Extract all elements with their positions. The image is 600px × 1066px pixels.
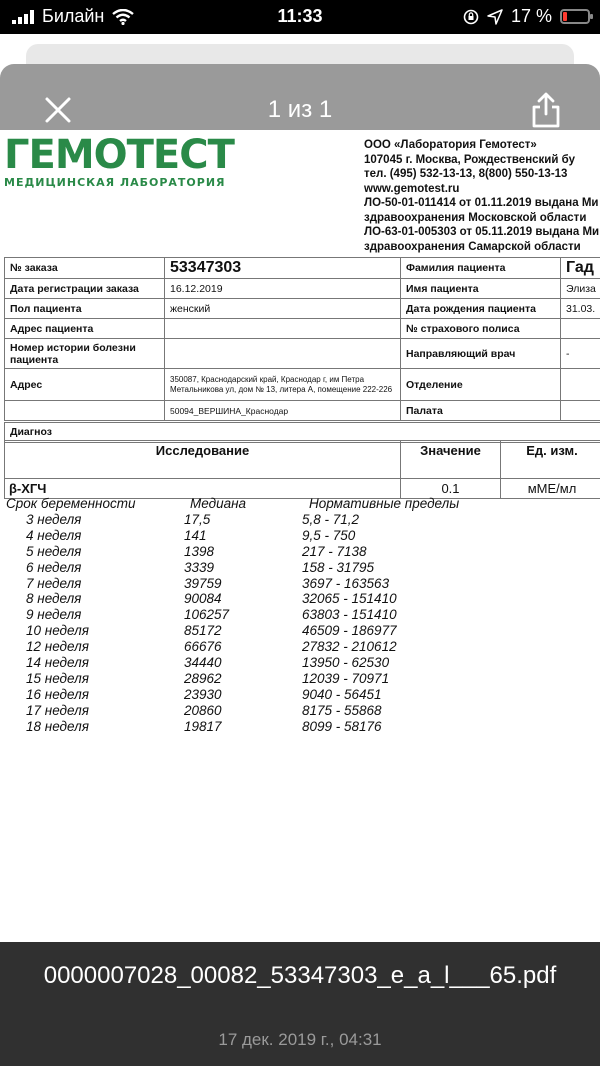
table-row xyxy=(5,279,600,299)
battery-percent: 17 % xyxy=(510,6,552,26)
median: 19817 xyxy=(184,718,222,734)
range: 217 - 7138 xyxy=(302,543,367,559)
week: 16 неделя xyxy=(26,686,89,702)
week: 15 неделя xyxy=(26,670,89,686)
ward-value xyxy=(561,401,600,421)
range: 8099 - 58176 xyxy=(302,718,382,734)
week: 7 неделя xyxy=(26,575,82,591)
file-name: 0000007028_00082_53347303_e_a_l___65.pdf xyxy=(43,962,557,989)
battery-level xyxy=(563,12,567,21)
share-icon xyxy=(528,90,564,130)
range: 12039 - 70971 xyxy=(302,670,390,686)
org-line: здравоохранения Самарской области xyxy=(364,240,581,253)
study-header: Исследование xyxy=(5,441,401,479)
logo-subtitle: МЕДИЦИНСКАЯ ЛАБОРАТОРИЯ xyxy=(4,176,226,189)
medical-history-value xyxy=(165,339,401,369)
median: 28962 xyxy=(184,670,222,686)
results-table xyxy=(4,440,600,499)
range: 8175 - 55868 xyxy=(302,702,382,718)
table-row xyxy=(5,258,600,279)
table-row xyxy=(5,401,600,421)
week: 10 неделя xyxy=(26,623,89,639)
median: 34440 xyxy=(184,655,222,671)
median: 1398 xyxy=(184,543,215,559)
share-button[interactable] xyxy=(528,90,564,130)
clock: 11:33 xyxy=(277,6,323,26)
status-bar xyxy=(0,0,600,34)
week: 5 неделя xyxy=(26,543,82,559)
org-line: ЛО-63-01-005303 от 05.11.2019 выдана Ми xyxy=(364,226,600,238)
org-line: здравоохранения Московской области xyxy=(364,211,587,224)
ward-label: Палата xyxy=(401,401,561,421)
week: 12 неделя xyxy=(26,639,89,655)
range: 46509 - 186977 xyxy=(302,623,397,639)
term-header: Срок беременности xyxy=(6,496,136,511)
department-label: Отделение xyxy=(401,369,561,401)
unit-header: Ед. изм. xyxy=(501,441,600,479)
surname-value: Гад xyxy=(561,258,600,279)
referring-doctor-value: - xyxy=(561,339,600,369)
birth-date-value: 31.03. xyxy=(561,299,600,319)
median: 23930 xyxy=(184,686,222,702)
first-name-value: Элиза xyxy=(561,279,600,299)
median: 85172 xyxy=(184,623,222,639)
patient-address-value xyxy=(165,319,401,339)
median: 106257 xyxy=(184,607,230,623)
test-name: β-ХГЧ xyxy=(5,479,401,499)
range-header: Нормативные пределы xyxy=(309,496,460,511)
table-row xyxy=(5,319,600,339)
range: 32065 - 151410 xyxy=(302,591,397,607)
range: 9040 - 56451 xyxy=(302,686,382,702)
rotation-lock-icon xyxy=(463,9,479,25)
insurance-policy-label: № страхового полиса xyxy=(401,319,561,339)
week: 8 неделя xyxy=(26,591,82,607)
file-date: 17 дек. 2019 г., 04:31 xyxy=(218,1030,382,1049)
department-value xyxy=(561,369,600,401)
week: 6 неделя xyxy=(26,559,82,575)
range: 63803 - 151410 xyxy=(302,607,397,623)
table-row xyxy=(5,369,600,401)
test-value: 0.1 xyxy=(401,479,501,499)
logo-title: ГЕМОТЕСТ xyxy=(4,132,234,178)
median: 66676 xyxy=(184,639,222,655)
organization-details xyxy=(364,138,599,254)
org-line: www.gemotest.ru xyxy=(364,182,460,195)
patient-info-table xyxy=(4,257,600,421)
median: 3339 xyxy=(184,559,215,575)
carrier-name: Билайн xyxy=(42,6,105,26)
table-header-row xyxy=(5,441,600,479)
week: 3 неделя xyxy=(26,512,82,527)
sex-label: Пол пациента xyxy=(5,299,165,319)
range: 13950 - 62530 xyxy=(302,655,390,671)
week: 14 неделя xyxy=(26,655,89,671)
median: 17,5 xyxy=(184,512,211,527)
week: 17 неделя xyxy=(26,702,89,718)
median: 90084 xyxy=(184,591,222,607)
lab-address-value: 350087, Краснодарский край, Краснодар г, им Петра Метальникова ул, дом № 13, литера А, помещение 222-226 xyxy=(165,369,401,401)
diagnosis-label: Диагноз xyxy=(10,426,52,438)
order-number-label: № заказа xyxy=(5,258,165,279)
branch-label xyxy=(5,401,165,421)
range: 9,5 - 750 xyxy=(302,527,356,543)
org-line: ООО «Лаборатория Гемотест» xyxy=(364,139,537,151)
file-info-footer xyxy=(0,942,600,1066)
test-unit: мМЕ/мл xyxy=(501,479,600,499)
org-line: ЛО-50-01-011414 от 01.11.2019 выдана Ми xyxy=(364,197,599,209)
battery-icon xyxy=(560,9,590,24)
patient-address-label: Адрес пациента xyxy=(5,319,165,339)
registration-date-value: 16.12.2019 xyxy=(165,279,401,299)
referring-doctor-label: Направляющий врач xyxy=(401,339,561,369)
registration-date-label: Дата регистрации заказа xyxy=(5,279,165,299)
week: 9 неделя xyxy=(26,607,82,623)
median: 20860 xyxy=(184,702,222,718)
first-name-label: Имя пациента xyxy=(401,279,561,299)
median: 39759 xyxy=(184,575,222,591)
median-header: Медиана xyxy=(190,496,247,511)
week: 4 неделя xyxy=(26,527,82,543)
table-row xyxy=(5,299,600,319)
branch-value: 50094_ВЕРШИНА_Краснодар xyxy=(165,401,401,421)
org-line: тел. (495) 532-13-13, 8(800) 550-13-13 xyxy=(364,168,568,180)
table-row xyxy=(5,339,600,369)
range: 5,8 - 71,2 xyxy=(302,512,360,527)
surname-label: Фамилия пациента xyxy=(401,258,561,279)
lab-logo xyxy=(4,132,234,189)
medical-history-label: Номер истории болезни пациента xyxy=(5,339,165,369)
org-line: 107045 г. Москва, Рождественский бу xyxy=(364,153,575,166)
range: 158 - 31795 xyxy=(302,559,375,575)
insurance-policy-value xyxy=(561,319,600,339)
lab-address-label: Адрес xyxy=(5,369,165,401)
birth-date-label: Дата рождения пациента xyxy=(401,299,561,319)
order-number-value: 53347303 xyxy=(165,258,401,279)
week: 18 неделя xyxy=(26,718,89,734)
median: 141 xyxy=(184,527,207,543)
pdf-page[interactable] xyxy=(0,130,600,942)
value-header: Значение xyxy=(401,441,501,479)
range: 3697 - 163563 xyxy=(302,575,390,591)
location-arrow-icon xyxy=(487,9,503,25)
page-counter: 1 из 1 xyxy=(267,96,333,123)
range: 27832 - 210612 xyxy=(302,639,397,655)
sex-value: женский xyxy=(165,299,401,319)
